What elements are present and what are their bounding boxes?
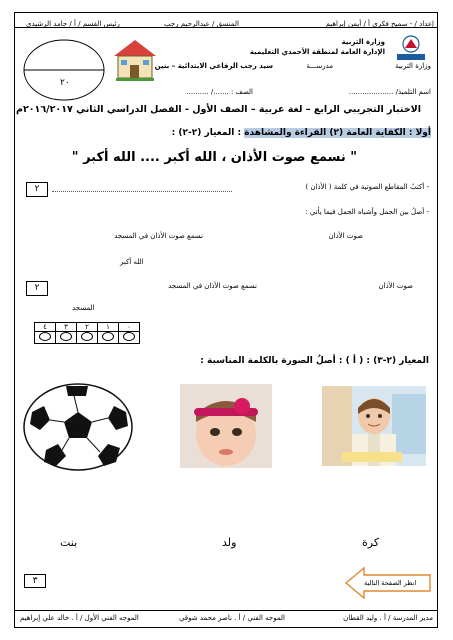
match-right-1[interactable]: صوت الأذان	[328, 232, 363, 240]
score-total: ٢٠	[60, 78, 70, 88]
signature-principal: مدير المدرسة / أ . وليد القطان	[343, 614, 433, 622]
ministry-name: وزارة التربية	[341, 38, 385, 46]
reading-quote: " نسمع صوت الأذان ، الله أكبر .... الله أكبر "	[71, 150, 357, 165]
school-illustration	[110, 38, 160, 82]
signature-supervisor: الموجه الفني / أ . ناصر محمد شوقي	[178, 614, 285, 622]
q2-text: - أصلُ بين الجمل وأشباه الجمل فيما يأتي :	[305, 208, 429, 216]
coordinator: المنسق / عبدالرحيم رجب	[164, 20, 239, 28]
q1-answer-line[interactable]	[52, 191, 232, 192]
grade-cell: ٢	[77, 323, 98, 332]
match-left-2[interactable]: صوت الأذان	[378, 282, 413, 290]
score-oval	[22, 38, 106, 102]
grade-circle[interactable]	[98, 332, 119, 344]
header-divider	[14, 27, 438, 28]
school-name: سيد رجب الرفاعي الابتدائية – بنين	[154, 62, 273, 70]
student-name-field[interactable]: اسم التلميذ/ ....................	[348, 88, 431, 96]
class-field[interactable]: الصف : ......./ ..........	[186, 88, 253, 96]
section1-heading-rest: : المعيار (٢-٢) :	[171, 128, 242, 138]
grade-circle[interactable]	[77, 332, 98, 344]
header-strip	[14, 12, 438, 38]
word-boy[interactable]: ولد	[222, 536, 237, 549]
ministry-logo	[391, 34, 431, 62]
section1-heading-highlight: أولا : الكفاية العامة (٢) القراءة والمشاهدة	[244, 128, 431, 138]
grade-circle[interactable]	[119, 332, 140, 344]
soccer-ball-image[interactable]	[22, 382, 134, 472]
q1-text: - أكتبُ المقاطع الصوتية في كلمة ( الأذان )	[305, 183, 429, 191]
grade-cell: ٤	[35, 323, 56, 332]
q2-score-box: ٢	[26, 281, 48, 296]
footer-divider	[14, 610, 438, 611]
preparer-1: إعداد / - سميح فكري	[372, 20, 434, 28]
match-right-4[interactable]: المسجد	[72, 304, 95, 312]
signature-head-supervisor: الموجه الفني الأول / أ . خالد علي إبراهيم	[20, 614, 139, 622]
section2-heading: المعيار (٢-٣) : ( أ ) : أصلُ الصورة بالكلمة المناسبة :	[200, 356, 429, 366]
logo-caption: وزارة التربية	[395, 62, 431, 70]
school-label: مدرســـة	[306, 62, 333, 70]
grade-cell: ٠	[119, 323, 140, 332]
exam-title: الاختبار التجريبي الرابع – لغة عربية – الصف الأول - الفصل الدراسي الثاني ٢٠١٦/٢٠١٧م	[15, 104, 421, 115]
next-page-label: انظر الصفحة التالية	[364, 579, 417, 587]
department-head: رئيس القسم / أ / حامد الرشيدي	[26, 20, 120, 28]
match-right-3[interactable]: نسمع صوت الأذان في المسجد	[168, 282, 257, 290]
baby-girl-image[interactable]	[180, 384, 272, 468]
word-ball[interactable]: كرة	[362, 536, 380, 549]
match-right-2[interactable]: الله أكبر	[120, 258, 144, 266]
grade-cell: ١	[98, 323, 119, 332]
boy-image[interactable]	[322, 386, 426, 466]
match-left-1[interactable]: نسمع صوت الأذان في المسجد	[114, 232, 203, 240]
section1-heading	[172, 128, 431, 138]
page-number: ٣	[24, 574, 46, 588]
grade-circle[interactable]	[56, 332, 77, 344]
grade-cell: ٣	[56, 323, 77, 332]
preparer-2: أ / أيمن إبراهيم	[325, 20, 370, 28]
administration-name: الإدارة العامة لمنطقة الأحمدي التعليمية	[249, 48, 385, 56]
grade-circle[interactable]	[35, 332, 56, 344]
q1-score-box: ٢	[26, 182, 48, 197]
grade-table	[34, 322, 140, 344]
word-girl[interactable]: بنت	[60, 536, 78, 549]
